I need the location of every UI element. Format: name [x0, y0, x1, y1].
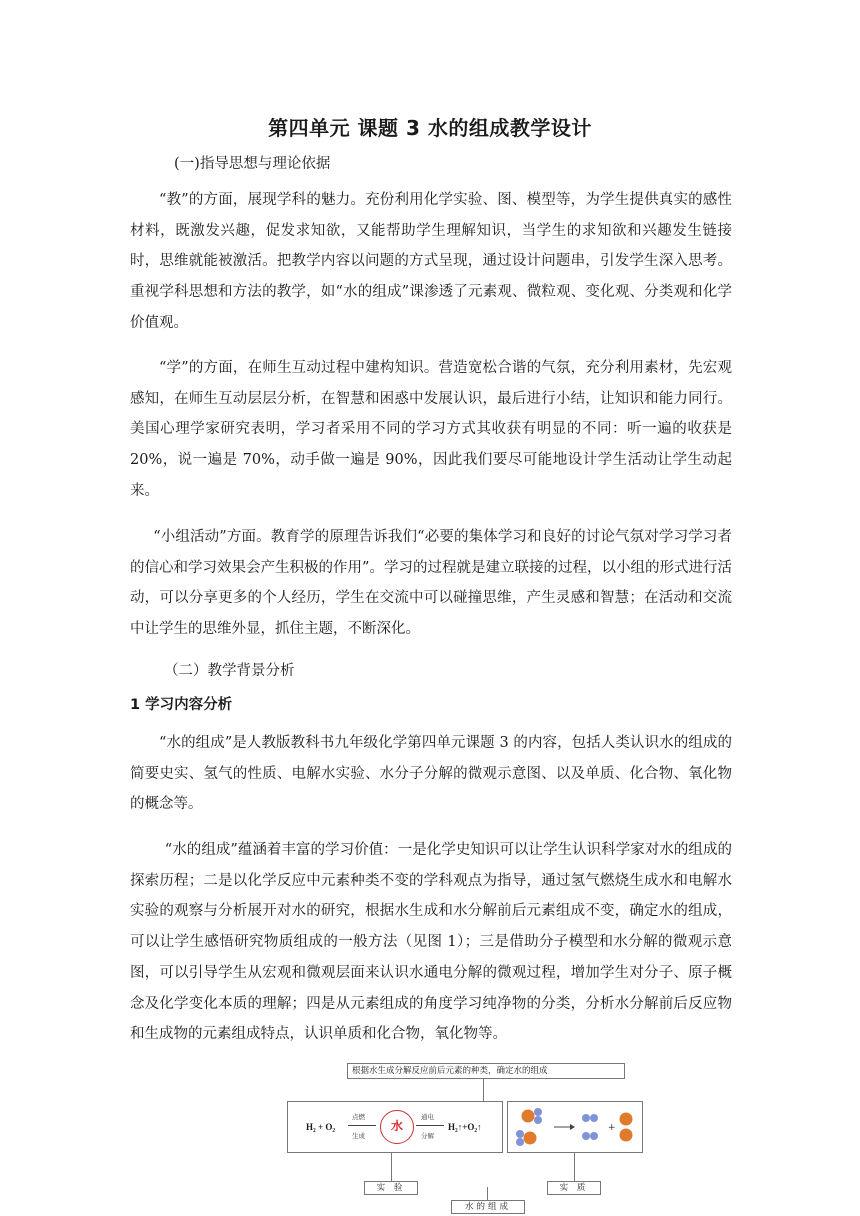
- water-molecule-1: [522, 1108, 543, 1124]
- section-heading-guiding: (一)指导思想与理论依据: [174, 156, 331, 172]
- experiment-connector: [391, 1153, 392, 1181]
- bottom-connector: [487, 1187, 488, 1200]
- plus-sign: +: [608, 1123, 616, 1133]
- paragraph-group-activity: “小组活动”方面。教育学的原理告诉我们“必要的集体学习和良好的讨论气氛对学习学习者的信心和学习效果会产生积极的作用”。学习的过程就是建立联接的过程，以小组的形式进行活动，可以分享更多的个人经历，学生在交流中可以碰撞思维，产生灵感和智慧；在活动和交流中让学生的思维外显，抓住主题，不断深化。: [130, 529, 732, 638]
- paragraph-content: “水的组成”是人教版教科书九年级化学第四单元课题 3 的内容，包括人类认识水的组成的简要史实、氢气的性质、电解水实验、水分子分解的微观示意图、以及单质、化合物、氧化物的概念等。: [130, 735, 732, 813]
- electrify-label: 通电: [421, 1113, 434, 1121]
- oxygen-molecule: [620, 1113, 633, 1142]
- experiment-label: 实 验: [364, 1181, 418, 1195]
- products-formula: H₂↑+O₂↑: [448, 1122, 482, 1132]
- essence-label: 实 质: [547, 1181, 601, 1195]
- water-composition-diagram: [287, 1063, 647, 1216]
- decompose-label: 分解: [421, 1132, 434, 1140]
- diagram-top-label: 根据水生成分解反应前后元素的种类，确定水的组成: [347, 1063, 625, 1079]
- micro-process-panel: [507, 1101, 643, 1153]
- document-title: 第四单元 课题 3 水的组成教学设计: [268, 116, 592, 140]
- reactants-formula: H₂ + O₂: [306, 1122, 336, 1132]
- paragraph-value: “水的组成”蕴涵着丰富的学习价值：一是化学史知识可以让学生认识科学家对水的组成的探索历程；二是以化学反应中元素种类不变的学科观点为指导，通过氢气燃烧生成水和电解水实验的观察与分析展开对水的研究，根据水生成和水分解前后元素组成不变，确定水的组成，可以让学生感悟研究物质组成的一般方法（见图 1）；三是借助分子模型和水分解的微观示意图，可以引导学生从宏观和微观层面来认识水通电分解的微观过程，增加学生对分子、原子概念及化学变化本质的理解；四是从元素组成的角度学习纯净物的分类，分析水分解前后反应物和生成物的元素组成特点，认识单质和化合物，氧化物等。: [130, 842, 732, 1043]
- essence-connector: [574, 1153, 575, 1181]
- hydrogen-molecules: [582, 1114, 598, 1140]
- decompose-arrow: [416, 1125, 444, 1126]
- connector-line: [483, 1079, 484, 1101]
- water-composition-label: 水的组成: [451, 1200, 525, 1214]
- reaction-arrow-head: [570, 1124, 575, 1130]
- subheading-content-analysis: 1 学习内容分析: [130, 697, 233, 713]
- section-heading-background: （二）教学背景分析: [164, 663, 295, 679]
- molecule-diagram: [508, 1102, 642, 1152]
- paragraph-learning: “学”的方面，在师生互动过程中建构知识。营造宽松合谐的气氛，充分利用素材，先宏观感知，在师生互动层层分析，在智慧和困惑中发展认识，最后进行小结，让知识和能力同行。美国心理学家研究表明，学习者采用不同的学习方式其收获有明显的不同：听一遍的收获是 20%，说一遍是 70%，动手做一遍是 90%，因此我们要尽可能地设计学生活动让学生动起来。: [130, 360, 732, 499]
- ignite-label: 点燃: [352, 1113, 365, 1121]
- generate-label: 生成: [352, 1132, 365, 1140]
- water-molecule-2: [516, 1130, 537, 1146]
- water-circle: 水: [380, 1110, 414, 1144]
- paragraph-teaching: “教”的方面，展现学科的魅力。充份利用化学实验、图、模型等，为学生提供真实的感性材料，既激发兴趣，促发求知欲，又能帮助学生理解知识，当学生的求知欲和兴趣发生链接时，思维就能被激活。把教学内容以问题的方式呈现，通过设计问题串，引发学生深入思考。重视学科思想和方法的教学，如“水的组成”课渗透了元素观、微粒观、变化观、分类观和化学价值观。: [130, 192, 732, 331]
- forward-arrow: [348, 1125, 376, 1126]
- macro-reaction-panel: [287, 1101, 503, 1153]
